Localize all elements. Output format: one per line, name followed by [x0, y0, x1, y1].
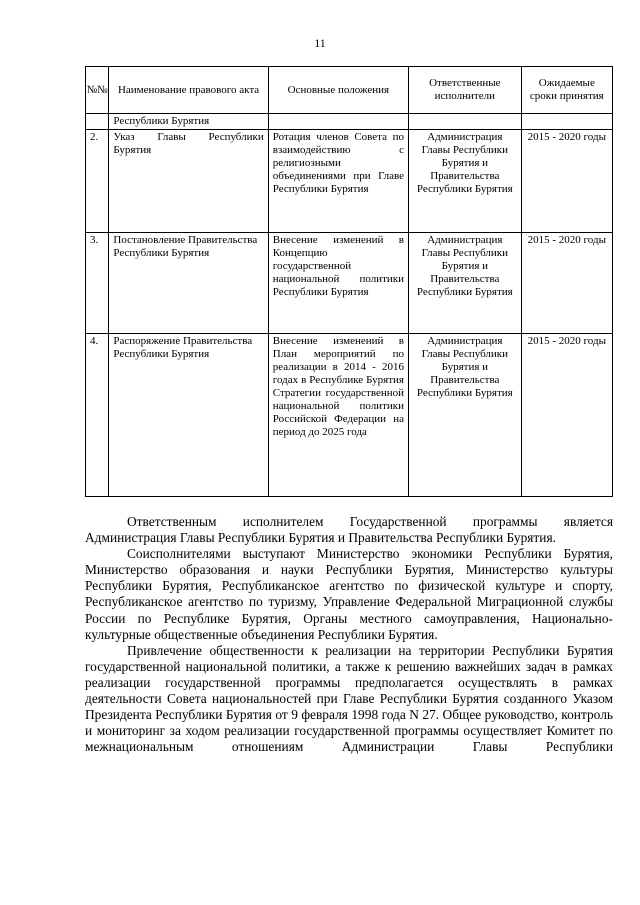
header-term: Ожидаемые сроки принятия [521, 67, 612, 114]
paragraph-coexecutors: Соисполнителями выступают Министерство экономики Республики Бурятия, Министерство образования и науки Республики Бурятия, Министерство культуры Республики Бурятия, Республиканское агентство по физической культуре и спорту, Республиканское агентство по туризму, Управление Федеральной Миграционной службы России по Республике Бурятия, Органы местного самоуправления, Национально-культурные общественные объединения Республики Бурятия. [85, 546, 613, 642]
table-row [86, 130, 613, 233]
paragraph-responsible: Ответственным исполнителем Государственной программы является Администрация Главы Республики Бурятия и Правительства Республики Бурятия. [85, 514, 613, 546]
cell-main [268, 114, 408, 130]
cell-act: Республики Бурятия [109, 114, 268, 130]
header-act: Наименование правового акта [109, 67, 268, 114]
cell-num: 4. [86, 334, 109, 497]
body-text [85, 514, 613, 755]
paragraph-public-involvement: Привлечение общественности к реализации на территории Республики Бурятия государственной национальной политики, а также к решению важнейших задач в рамках реализации государственной программы предполагается осуществлять в рамках деятельности Совета национальностей при Главе Республики Бурятия созданного Указом Президента Республики Бурятия от 9 февраля 1998 года N 27. Общее руководство, контроль и мониторинг за ходом реализации государственной программы осуществляет Комитет по межнациональным отношениям Администрации Главы Республики [85, 642, 613, 755]
cell-num [86, 114, 109, 130]
cell-act: Указ Главы Республики Бурятия [109, 130, 268, 233]
header-num: №№ [86, 67, 109, 114]
cell-main: Внесение изменений в План мероприятий по реализации в 2014 - 2016 годах в Республике Бурятия Стратегии государственной национальной политики Российской Федерации на период до 2025 года [268, 334, 408, 497]
table-header-row [86, 67, 613, 114]
cell-resp: Администрация Главы Республики Бурятия и Правительства Республики Бурятия [409, 334, 522, 497]
cell-main: Ротация членов Совета по взаимодействию с религиозными объединениями при Главе Республики Бурятия [268, 130, 408, 233]
cell-term [521, 114, 612, 130]
table-row [86, 334, 613, 497]
cell-term: 2015 - 2020 годы [521, 130, 612, 233]
header-main: Основные положения [268, 67, 408, 114]
table-row-continuation [86, 114, 613, 130]
cell-resp: Администрация Главы Республики Бурятия и Правительства Республики Бурятия [409, 130, 522, 233]
cell-term: 2015 - 2020 годы [521, 334, 612, 497]
table-row [86, 233, 613, 334]
cell-term: 2015 - 2020 годы [521, 233, 612, 334]
cell-num: 3. [86, 233, 109, 334]
legal-acts-table [85, 66, 613, 497]
header-resp: Ответственные исполнители [409, 67, 522, 114]
cell-act: Распоряжение Правительства Республики Бурятия [109, 334, 268, 497]
cell-num: 2. [86, 130, 109, 233]
cell-resp: Администрация Главы Республики Бурятия и Правительства Республики Бурятия [409, 233, 522, 334]
cell-act: Постановление Правительства Республики Бурятия [109, 233, 268, 334]
cell-main: Внесение изменений в Концепцию государственной национальной политики Республики Бурятия [268, 233, 408, 334]
cell-resp [409, 114, 522, 130]
page-number: 11 [314, 36, 326, 50]
